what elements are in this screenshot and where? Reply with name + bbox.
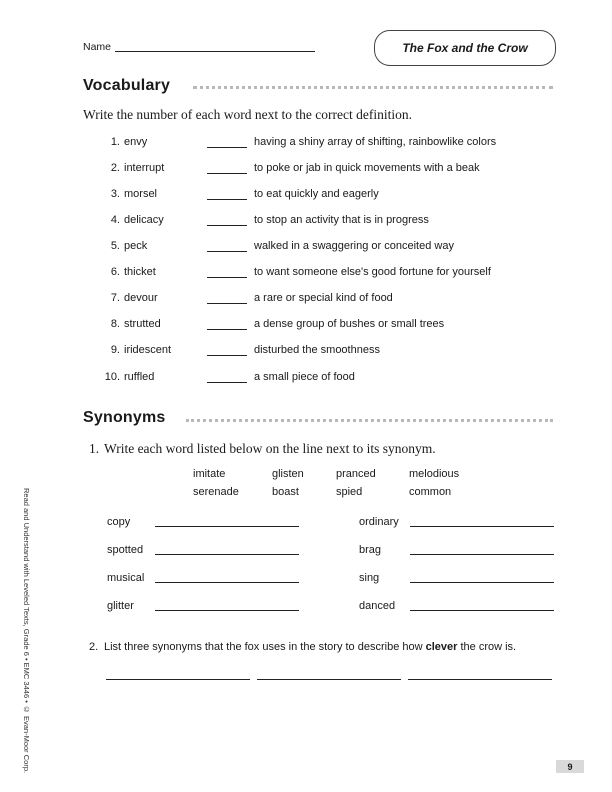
field-label: glitter bbox=[107, 600, 134, 612]
vocab-number: 9. bbox=[110, 344, 120, 356]
vocab-word: devour bbox=[124, 292, 158, 304]
field-label: danced bbox=[359, 600, 396, 612]
page-number: 9 bbox=[556, 760, 584, 773]
vocab-number: 3. bbox=[110, 188, 120, 200]
word-bank-item: glisten bbox=[272, 468, 304, 480]
answer-line[interactable] bbox=[106, 679, 250, 680]
answer-line[interactable] bbox=[257, 679, 401, 680]
answer-blank[interactable] bbox=[207, 277, 247, 278]
vocab-definition: a dense group of bushes or small trees bbox=[254, 318, 445, 330]
worksheet-title: The Fox and the Crow bbox=[374, 30, 556, 66]
vocab-number: 1. bbox=[110, 136, 120, 148]
answer-blank[interactable] bbox=[207, 199, 247, 200]
vocab-number: 7. bbox=[110, 292, 120, 304]
vocab-definition: to eat quickly and eagerly bbox=[254, 188, 379, 200]
answer-line[interactable] bbox=[410, 610, 554, 611]
vocab-number: 10. bbox=[104, 371, 120, 383]
field-label: spotted bbox=[107, 544, 144, 556]
vocab-word: strutted bbox=[124, 318, 161, 330]
vocab-word: delicacy bbox=[124, 214, 164, 226]
answer-blank[interactable] bbox=[207, 329, 247, 330]
answer-blank[interactable] bbox=[207, 303, 247, 304]
answer-blank[interactable] bbox=[207, 251, 247, 252]
vocab-word: interrupt bbox=[124, 162, 165, 174]
answer-line[interactable] bbox=[408, 679, 552, 680]
field-label: sing bbox=[359, 572, 380, 584]
word-bank-item: common bbox=[409, 486, 452, 498]
word-bank-item: melodious bbox=[409, 468, 460, 480]
vocab-word: thicket bbox=[124, 266, 156, 278]
word-bank-item: boast bbox=[272, 486, 299, 498]
answer-line[interactable] bbox=[155, 610, 299, 611]
answer-line[interactable] bbox=[410, 582, 554, 583]
question-2-emphasis: clever bbox=[425, 641, 458, 653]
vocab-definition: a rare or special kind of food bbox=[254, 292, 393, 304]
vocab-definition: having a shiny array of shifting, rainbowlike colors bbox=[254, 136, 497, 148]
answer-blank[interactable] bbox=[207, 382, 247, 383]
vocab-word: envy bbox=[124, 136, 148, 148]
vocab-number: 8. bbox=[110, 318, 120, 330]
vocab-word: ruffled bbox=[124, 371, 155, 383]
answer-line[interactable] bbox=[410, 554, 554, 555]
answer-line[interactable] bbox=[155, 554, 299, 555]
name-label: Name bbox=[83, 41, 112, 53]
vocab-number: 5. bbox=[110, 240, 120, 252]
answer-blank[interactable] bbox=[207, 225, 247, 226]
vocab-definition: to poke or jab in quick movements with a beak bbox=[254, 162, 480, 174]
synonyms-heading: Synonyms bbox=[83, 409, 166, 426]
word-bank-item: spied bbox=[336, 486, 363, 498]
word-bank-item: imitate bbox=[193, 468, 226, 480]
field-label: musical bbox=[107, 572, 145, 584]
vocab-number: 6. bbox=[110, 266, 120, 278]
question-1-text: Write each word listed below on the line next to its synonym. bbox=[104, 441, 436, 456]
question-2-text-start: List three synonyms that the fox uses in the story to describe how bbox=[104, 641, 426, 653]
answer-blank[interactable] bbox=[207, 173, 247, 174]
vocab-definition: a small piece of food bbox=[254, 371, 355, 383]
vocabulary-heading: Vocabulary bbox=[83, 77, 171, 94]
copyright-sidebar: Read and Understand with Leveled Texts, Grade 6 • EMC 3446 • © Evan-Moor Corp. bbox=[22, 488, 31, 774]
question-number: 1. bbox=[89, 441, 100, 456]
question-number: 2. bbox=[89, 641, 99, 653]
synonyms-divider bbox=[186, 419, 553, 422]
vocab-definition: walked in a swaggering or conceited way bbox=[254, 240, 454, 252]
vocab-definition: to stop an activity that is in progress bbox=[254, 214, 429, 226]
vocabulary-divider bbox=[193, 86, 553, 89]
field-label: brag bbox=[359, 544, 382, 556]
answer-line[interactable] bbox=[155, 582, 299, 583]
question-2-text-end: the crow is. bbox=[457, 641, 517, 653]
answer-line[interactable] bbox=[410, 526, 554, 527]
field-label: copy bbox=[107, 516, 131, 528]
field-label: ordinary bbox=[359, 516, 399, 528]
vocab-word: morsel bbox=[124, 188, 158, 200]
vocab-word: peck bbox=[124, 240, 148, 252]
vocabulary-instruction: Write the number of each word next to the correct definition. bbox=[83, 107, 412, 122]
answer-blank[interactable] bbox=[207, 147, 247, 148]
vocab-definition: disturbed the smoothness bbox=[254, 344, 380, 356]
question-2-text bbox=[104, 641, 516, 653]
word-bank-item: pranced bbox=[336, 468, 376, 480]
vocab-number: 2. bbox=[110, 162, 120, 174]
name-field-line[interactable] bbox=[115, 51, 315, 52]
answer-blank[interactable] bbox=[207, 355, 247, 356]
vocab-number: 4. bbox=[110, 214, 120, 226]
vocab-definition: to want someone else's good fortune for yourself bbox=[254, 266, 491, 278]
answer-line[interactable] bbox=[155, 526, 299, 527]
word-bank-item: serenade bbox=[193, 486, 239, 498]
vocab-word: iridescent bbox=[124, 344, 172, 356]
